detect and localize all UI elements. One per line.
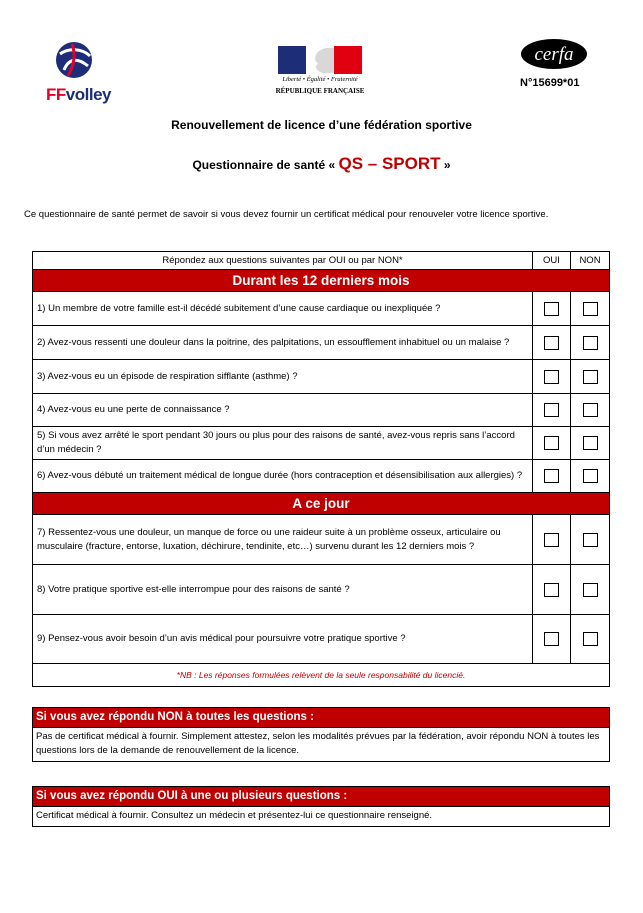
question-text-5: 5) Si vous avez arrêté le sport pendant 30 jours ou plus pour des raisons de santé, avez-vous repris sans l’accord d’un médecin ? bbox=[33, 427, 533, 459]
title-prefix: Questionnaire de santé « bbox=[192, 158, 336, 172]
title-suffix: » bbox=[443, 158, 451, 172]
checkbox-non-3[interactable] bbox=[583, 370, 598, 384]
question-row-8 bbox=[33, 565, 609, 615]
ffvolley-wordmark: FFvolley bbox=[46, 85, 111, 104]
rf-name: RÉPUBLIQUE FRANÇAISE bbox=[275, 87, 365, 95]
result-box-oui bbox=[32, 786, 610, 827]
header-oui: OUI bbox=[533, 252, 571, 269]
questionnaire-title bbox=[0, 154, 643, 174]
result-non-text: Pas de certificat médical à fournir. Simplement attestez, selon les modalités prévues par la fédération, avoir répondu NON à toutes les questions lors de la demande de renouvellement de la licence. bbox=[36, 731, 600, 756]
document-title: Renouvellement de licence d’une fédération sportive bbox=[171, 118, 472, 132]
marianne-flag-icon bbox=[278, 46, 362, 74]
result-non-title: Si vous avez répondu NON à toutes les questions : bbox=[33, 708, 609, 728]
result-box-non bbox=[32, 707, 610, 762]
questionnaire-table bbox=[32, 251, 610, 687]
checkbox-non-8[interactable] bbox=[583, 583, 598, 597]
checkbox-oui-4[interactable] bbox=[544, 403, 559, 417]
header-question: Répondez aux questions suivantes par OUI ou par NON* bbox=[33, 252, 533, 269]
checkbox-non-5[interactable] bbox=[583, 436, 598, 450]
question-text-3: 3) Avez-vous eu un épisode de respiration sifflante (asthme) ? bbox=[33, 360, 533, 393]
header-non: NON bbox=[579, 255, 601, 266]
cerfa-logo-text: cerfa bbox=[534, 44, 574, 65]
checkbox-oui-2[interactable] bbox=[544, 336, 559, 350]
question-text-7: 7) Ressentez-vous une douleur, un manque de force ou une raideur suite à un problème osseux, articulaire ou musculaire (fracture, entorse, luxation, déchirure, tendinite, etc…) survenu durant les 12 derniers mois ? bbox=[33, 515, 533, 564]
flag-white bbox=[306, 46, 334, 74]
title-accent: QS – SPORT bbox=[338, 154, 441, 173]
question-row-1 bbox=[33, 292, 609, 326]
question-row-6 bbox=[33, 460, 609, 493]
checkbox-non-6[interactable] bbox=[583, 469, 598, 483]
ffvolley-logo bbox=[46, 40, 111, 106]
checkbox-oui-6[interactable] bbox=[544, 469, 559, 483]
checkbox-non-9[interactable] bbox=[583, 632, 598, 646]
checkbox-oui-5[interactable] bbox=[544, 436, 559, 450]
section-header-a-ce-jour: A ce jour bbox=[33, 493, 609, 515]
question-text-1: 1) Un membre de votre famille est-il décédé subitement d’une cause cardiaque ou inexpliquée ? bbox=[33, 292, 533, 325]
checkbox-non-1[interactable] bbox=[583, 302, 598, 316]
rf-motto: Liberté • Égalité • Fraternité bbox=[282, 76, 358, 83]
question-text-4: 4) Avez-vous eu une perte de connaissance ? bbox=[33, 394, 533, 426]
question-text-8: 8) Votre pratique sportive est-elle interrompue pour des raisons de santé ? bbox=[33, 565, 533, 614]
table-header-row bbox=[33, 252, 609, 270]
cerfa-number: N°15699*01 bbox=[520, 77, 580, 89]
checkbox-non-7[interactable] bbox=[583, 533, 598, 547]
question-row-2 bbox=[33, 326, 609, 360]
checkbox-oui-7[interactable] bbox=[544, 533, 559, 547]
question-row-7 bbox=[33, 515, 609, 565]
question-row-3 bbox=[33, 360, 609, 394]
question-text-9: 9) Pensez-vous avoir besoin d’un avis médical pour poursuivre votre pratique sportive ? bbox=[33, 615, 533, 663]
checkbox-oui-8[interactable] bbox=[544, 583, 559, 597]
result-oui-text: Certificat médical à fournir. Consultez un médecin et présentez-lui ce questionnaire renseigné. bbox=[36, 810, 433, 821]
checkbox-oui-1[interactable] bbox=[544, 302, 559, 316]
result-oui-title: Si vous avez répondu OUI à une ou plusieurs questions : bbox=[33, 787, 609, 807]
republique-francaise-logo bbox=[272, 46, 368, 100]
flag-blue bbox=[278, 46, 306, 74]
checkbox-oui-9[interactable] bbox=[544, 632, 559, 646]
cerfa-logo bbox=[520, 38, 588, 70]
checkbox-non-4[interactable] bbox=[583, 403, 598, 417]
checkbox-non-2[interactable] bbox=[583, 336, 598, 350]
question-row-4 bbox=[33, 394, 609, 427]
question-row-9 bbox=[33, 615, 609, 664]
responsibility-note: *NB : Les réponses formulées relèvent de la seule responsabilité du licencié. bbox=[176, 670, 466, 680]
intro-text: Ce questionnaire de santé permet de savoir si vous devez fournir un certificat médical pour renouveler votre licence sportive. bbox=[24, 209, 549, 220]
flag-red bbox=[334, 46, 362, 74]
question-row-5 bbox=[33, 427, 609, 460]
question-text-6: 6) Avez-vous débuté un traitement médical de longue durée (hors contraception et désensibilisation aux allergies) ? bbox=[33, 460, 533, 492]
question-text-2: 2) Avez-vous ressenti une douleur dans la poitrine, des palpitations, un essoufflement inhabituel ou un malaise ? bbox=[33, 326, 533, 359]
section-header-12-months: Durant les 12 derniers mois bbox=[33, 270, 609, 292]
checkbox-oui-3[interactable] bbox=[544, 370, 559, 384]
volleyball-icon bbox=[54, 40, 94, 80]
